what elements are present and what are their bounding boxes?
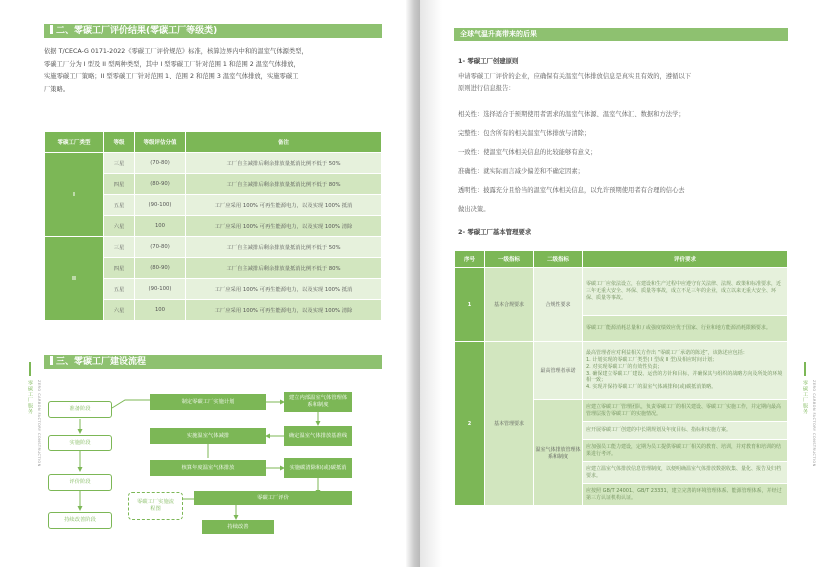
sub-requirements: 2- 零碳工厂基本管理要求 bbox=[458, 228, 532, 236]
right-title: 全球气温升高带来的后果 bbox=[454, 28, 788, 41]
level2-cell: 最高管理者承诺 bbox=[534, 342, 583, 400]
management-table bbox=[454, 250, 788, 506]
side-label: 零碳工厂服务 bbox=[27, 380, 33, 415]
requirement-cell: 应按照 GB/T 24001、GB/T 23331，建立完善的环境管理体系、能源管理体系，并经过第三方认证机构认证。 bbox=[583, 484, 788, 506]
note-cell: 工厂自主减排后剩余排放量抵消比例不低于 50% bbox=[186, 237, 382, 258]
score-cell: (90-100) bbox=[135, 279, 186, 300]
flowchart-caption: 零碳工厂实施流程图 bbox=[128, 492, 183, 520]
note-cell: 工厂自主减排后剩余排放量抵消比例不低于 80% bbox=[186, 258, 382, 279]
stage-implement: 实施阶段 bbox=[48, 435, 112, 451]
principle-item: 一致性：使温室气体相关信息的比较能够有意义； bbox=[458, 149, 597, 156]
th-level: 等级 bbox=[104, 132, 135, 153]
no-cell: 1 bbox=[455, 268, 485, 342]
level-cell: 六星 bbox=[104, 300, 135, 321]
principle-item: 完整性：包含所有的相关温室气体排放与清除； bbox=[458, 130, 591, 137]
table-row bbox=[455, 342, 788, 400]
note-cell: 工厂自主减排后剩余排放量抵消比例不低于 50% bbox=[186, 153, 382, 174]
step-build-system: 建立内部温室气体管理体系和制度 bbox=[284, 392, 352, 412]
intro-line: 厂策略。 bbox=[44, 85, 70, 93]
left-page bbox=[0, 0, 406, 567]
step-plan: 制定零碳工厂实施计划 bbox=[150, 394, 266, 410]
requirement-cell: 应建立零碳工厂管理团队，负责零碳工厂的相关建设、零碳工厂实施工作，并定期向最高管理层报告零碳工厂的实施情况。 bbox=[583, 400, 788, 422]
score-cell: (80-90) bbox=[135, 174, 186, 195]
book-gutter bbox=[406, 0, 420, 567]
th-type: 零碳工厂类型 bbox=[45, 132, 104, 153]
right-page bbox=[420, 0, 831, 567]
level2-cell: 温室气体排放管理体系和制度 bbox=[534, 400, 583, 506]
principle-item: 准确性：就实际而言减少偏差和不确定因素； bbox=[458, 168, 584, 175]
requirement-cell: 应建立温室气体排放信息管理制度，以便明确温室气体排放数据收集、量化、报告及归档要求。 bbox=[583, 462, 788, 484]
level-cell: 五星 bbox=[104, 195, 135, 216]
no-cell: 2 bbox=[455, 342, 485, 506]
th-requirement: 评价要求 bbox=[583, 251, 788, 268]
level1-cell: 基本管理要求 bbox=[485, 342, 534, 506]
score-cell: 100 bbox=[135, 216, 186, 237]
score-cell: (70-80) bbox=[135, 153, 186, 174]
score-cell: (70-80) bbox=[135, 237, 186, 258]
th-note: 备注 bbox=[186, 132, 382, 153]
principle-list bbox=[458, 105, 803, 219]
note-cell: 工厂自主减排后剩余排放量抵消比例不低于 80% bbox=[186, 174, 382, 195]
step-evaluation: 零碳工厂评价 bbox=[194, 491, 352, 505]
sub-principles: 1- 零碳工厂创建原则 bbox=[458, 57, 519, 65]
note-cell: 工厂应采用 100% 可再生能源电力，以及实现 100% 清除 bbox=[186, 300, 382, 321]
principle-item: 相关性：选择适合于预期使用者需求的温室气体源、温室气体汇、数据和方法学； bbox=[458, 111, 685, 118]
intro-line: 依据 T/CECA-G 0171-2022《零碳工厂评价规范》标准，核算边界内中和的温室气体源类型， bbox=[44, 48, 308, 55]
level2-cell: 合规性要求 bbox=[534, 268, 583, 342]
score-cell: (80-90) bbox=[135, 258, 186, 279]
step-baseline: 确定温室气体排放基准线 bbox=[284, 426, 352, 446]
section-title-process: 三、零碳工厂建设流程 bbox=[44, 355, 382, 369]
step-reduce: 实施温室气体减排 bbox=[150, 428, 266, 444]
intro-line: 实施零碳工厂策略；II 型零碳工厂针对范围 1、范围 2 和范围 3 温室气体排放，实施零碳工 bbox=[44, 73, 299, 80]
note-cell: 工厂应采用 100% 可再生能源电力，以及实现 100% 清除 bbox=[186, 216, 382, 237]
principle-intro-line: 原则进行信息报告： bbox=[458, 85, 515, 92]
principle-item: 做出决策。 bbox=[458, 206, 490, 213]
level-cell: 六星 bbox=[104, 216, 135, 237]
side-label-en: ZERO CARBON FACTORY CONSTRUCTION bbox=[812, 380, 816, 467]
note-cell: 工厂应采用 100% 可再生能源电力，以及实现 100% 抵消 bbox=[186, 279, 382, 300]
score-cell: 100 bbox=[135, 300, 186, 321]
score-cell: (90-100) bbox=[135, 195, 186, 216]
step-removal: 实施碳清除和(或)碳抵消 bbox=[284, 458, 352, 478]
th-level1: 一级指标 bbox=[485, 251, 534, 268]
th-score: 等级评估分值 bbox=[135, 132, 186, 153]
level-cell: 三星 bbox=[104, 237, 135, 258]
type-cell: II bbox=[45, 237, 104, 321]
level1-cell: 基本合规要求 bbox=[485, 268, 534, 342]
requirement-cell: 应开展零碳工厂创建的中长期规划及年度目标、指标和实施方案。 bbox=[583, 422, 788, 440]
table-row bbox=[455, 268, 788, 316]
stage-improve: 持续改善阶段 bbox=[48, 512, 112, 529]
level-cell: 四星 bbox=[104, 258, 135, 279]
stage-evaluate: 评价阶段 bbox=[48, 474, 112, 491]
principle-item: 透明性：披露充分且恰当的温室气体相关信息，以允许预期使用者有合理的信心去 bbox=[458, 187, 685, 194]
side-label-en: ZERO CARBON FACTORY CONSTRUCTION bbox=[37, 380, 41, 467]
level-cell: 五星 bbox=[104, 279, 135, 300]
step-accounting: 核算年度温室气体排放 bbox=[150, 460, 266, 476]
note-cell: 工厂应采用 100% 可再生能源电力，以及实现 100% 抵消 bbox=[186, 195, 382, 216]
level-cell: 三星 bbox=[104, 153, 135, 174]
type-cell: I bbox=[45, 153, 104, 237]
principle-intro bbox=[458, 71, 803, 95]
stage-prepare: 准备阶段 bbox=[48, 401, 112, 418]
requirement-cell: 最高管理者应对利益相关方作出 “零碳工厂承诺的陈述”，该陈述应包括： 1. 计划实现的零碳工厂类型( I 型或 II 型)及相应时间计划； 2. 对实现零碳工厂的有效性负责； 3. 确保建立零碳工厂建设、运营的方针和目标，并确保其与组织的战略方向及所处的环境相一致； 4. 实现并保持零碳工厂的温室气体减排和(或)碳抵消策略。 bbox=[583, 342, 788, 400]
requirement-cell: 应加强员工能力建设，定期为员工提供零碳工厂相关的教育、培训，并对教育和培训的结果进行考评。 bbox=[583, 440, 788, 462]
th-no: 序号 bbox=[455, 251, 485, 268]
side-label: 零碳工厂服务 bbox=[802, 380, 808, 415]
side-accent-line bbox=[804, 362, 806, 376]
intro-line: 零碳工厂分为 I 型及 II 型两种类型，其中 I 型零碳工厂针对范围 1 和范围 2 温室气体排放， bbox=[44, 60, 300, 68]
requirement-cell: 零碳工厂应依法设立，在建设和生产过程中应遵守有关法律、法规、政策和标准要求，近三年无重大安全、环保、质量等事故，成立不足三年的企业，成立以来无重大安全、环保、质量等事故。 bbox=[583, 268, 788, 316]
step-continuous: 持续改善 bbox=[202, 520, 274, 534]
th-level2: 二级指标 bbox=[534, 251, 583, 268]
principle-intro-line: 申请零碳工厂评价的企业，应确保有关温室气体排放信息是真实且有效的，遵循以下 bbox=[458, 73, 691, 80]
requirement-cell: 零碳工厂能源消耗总量和 / 或强度绩效应优于国家、行业和地方能源消耗限额要求。 bbox=[583, 316, 788, 342]
section-title-evaluation: 二、零碳工厂评价结果(零碳工厂等级类) bbox=[44, 24, 382, 38]
level-cell: 四星 bbox=[104, 174, 135, 195]
